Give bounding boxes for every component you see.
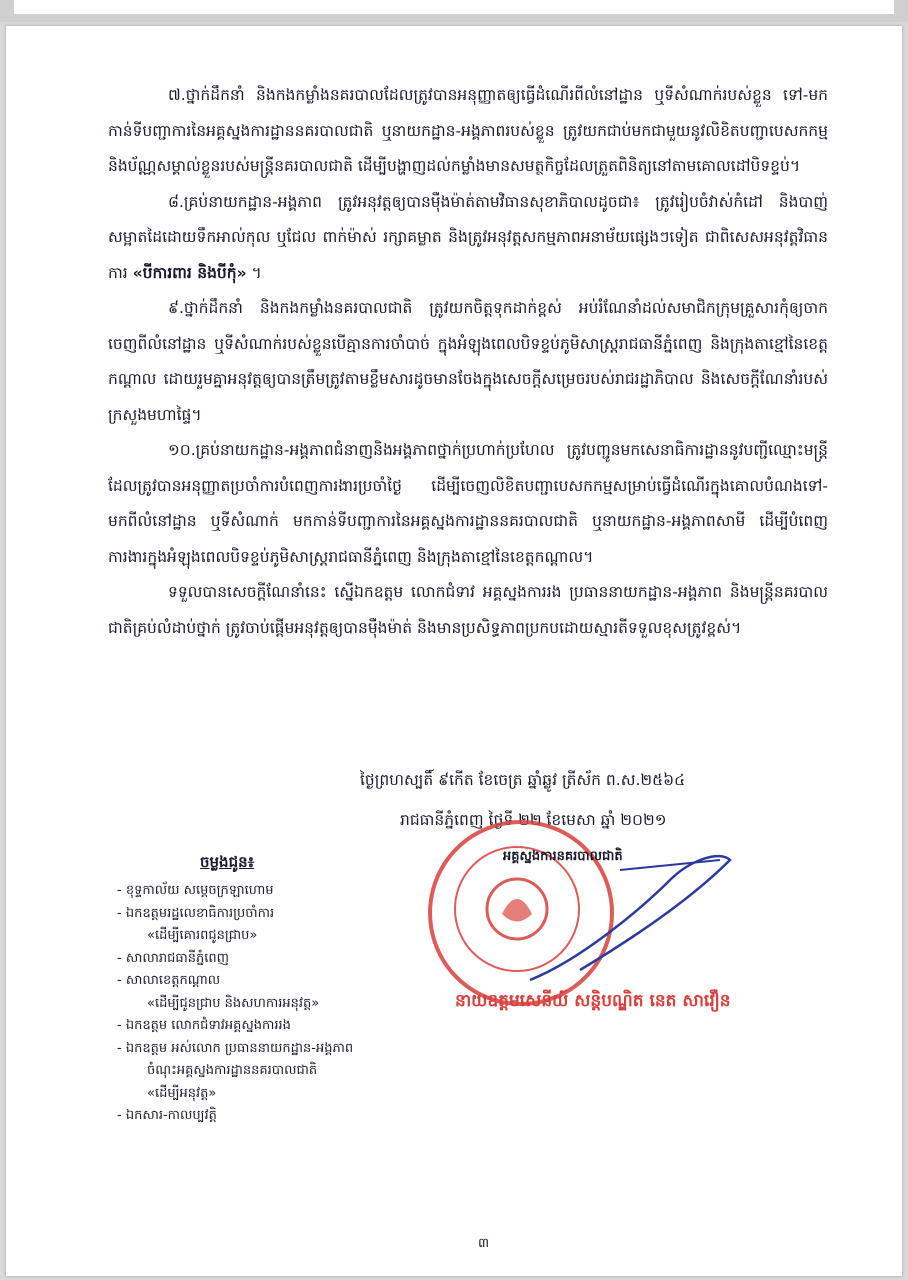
cc-item: - ខុទ្ទកាល័យ សម្ដេចក្រឡាហោម (117, 883, 274, 898)
paragraph-10: ១០.គ្រប់នាយកដ្ឋាន-អង្គភាពជំនាញនិងអង្គភាពថ្នាក់ប្រហាក់ប្រហែល ត្រូវបញ្ជូនមកសេនាធិការដ្ឋាននូវបញ្ជីឈ្មោះមន្ត្រីដែលត្រូវបានអនុញ្ញាតប្រចាំការបំពេញការងារប្រចាំថ្ងៃ ដើម្បីចេញលិខិតបញ្ជាបេសកកម្មសម្រាប់ធ្វើដំណើរក្នុងគោលបំណងទៅ-មកពីលំនៅដ្ឋាន ឬទីសំណាក់ មកកាន់ទីបញ្ជាការនៃអគ្គស្នងការដ្ឋាននគរបាលជាតិ ឬនាយកដ្ឋាន-អង្គភាពសាមី ដើម្បីបំពេញការងារក្នុងអំឡុងពេលបិទខ្ទប់ភូមិសាស្ត្ររាជធានីភ្នំពេញ និងក្រុងតាខ្មៅនៃខេត្តកណ្ដាល។ (108, 441, 828, 566)
page-number: ៣ (478, 1236, 490, 1251)
cc-title: ចម្លងជូន៖ (200, 853, 255, 871)
closing-paragraph: ទទួលបានសេចក្ដីណែនាំនេះ ស្នើឯកឧត្តម លោកជំទាវ អគ្គស្នងការរង ប្រធាននាយកដ្ឋាន-អង្គភាព និងមន្ត្រីនគរបាលជាតិគ្រប់លំដាប់ថ្នាក់ ត្រូវចាប់ផ្ដើមអនុវត្តឲ្យបានម៉ឺងម៉ាត់ និងមានប្រសិទ្ធភាពប្រកបដោយស្មារតីទទួលខុសត្រូវខ្ពស់។ (108, 583, 828, 637)
paragraph-8 (108, 185, 828, 292)
top-band (0, 0, 908, 22)
cc-item: «ដើម្បីគោរពជូនជ្រាប» (147, 928, 258, 943)
paragraph-7: ៧.ថ្នាក់ដឹកនាំ និងកងកម្លាំងនគរបាលដែលត្រូវបានអនុញ្ញាតឲ្យធ្វើដំណើរពីលំនៅដ្ឋាន ឬទីសំណាក់របស់ខ្លួន ទៅ-មកកាន់ទីបញ្ជាការនៃអគ្គស្នងការដ្ឋាននគរបាលជាតិ ឬនាយកដ្ឋាន-អង្គភាពរបស់ខ្លួន ត្រូវយកជាប់មកជាមួយនូវលិខិតបញ្ជាបេសកកម្ម និងប័ណ្ណសម្គាល់ខ្លួនរបស់មន្ត្រីនគរបាលជាតិ ដើម្បីបង្ហាញដល់កម្លាំងមានសមត្ថកិច្ចដែលត្រួតពិនិត្យនៅតាមគោលដៅបិទខ្ទប់។ (108, 86, 828, 175)
paragraph-8-text: ៨.គ្រប់នាយកដ្ឋាន-អង្គភាព ត្រូវអនុវត្តឲ្យបានម៉ឺងម៉ាត់តាមវិធានសុខាភិបាលដូចជា៖ ត្រូវរៀបចំវាស់កំដៅ និងបាញ់សម្អាតដៃដោយទឹកអាល់កុល ឬជែល ពាក់ម៉ាស់ រក្សាគម្លាត និងត្រូវអនុវត្តសកម្មភាពអនាម័យផ្សេងៗទៀត ជាពិសេសអនុវត្តវិធានការ (108, 192, 828, 282)
previous-page-edge (14, 0, 894, 14)
cc-item: - សាលាខេត្តកណ្ដាល (117, 973, 221, 988)
paragraph-8-bold: «បីការពារ និងបីកុំ» (132, 263, 247, 282)
cc-item: - ឯកឧត្តម អស់លោក ប្រធាននាយកដ្ឋាន-អង្គភាព (117, 1040, 354, 1056)
signer-title: អគ្គស្នងការនគរបាលជាតិ (503, 849, 623, 864)
cc-item: - ឯកសារ-កាលប្បវត្តិ (117, 1108, 217, 1123)
cc-item: ចំណុះអគ្គស្នងការដ្ឋាននគរបាលជាតិ (147, 1063, 318, 1078)
solar-date: រាជធានីភ្នំពេញ ថ្ងៃទី ២២ ខែមេសា ឆ្នាំ ២០២១ (400, 811, 667, 829)
cc-list (117, 880, 447, 1128)
signer-name: នាយឧត្តមសេនីយ៍ សន្តិបណ្ឌិត នេត សាវឿន (455, 991, 731, 1011)
signature-icon (520, 840, 740, 990)
cc-item: - ឯកឧត្តមរដ្ឋលេខាធិការប្រចាំការ (117, 905, 275, 921)
cc-item: - ឯកឧត្តម លោកជំទាវអគ្គស្នងការរង (117, 1018, 291, 1033)
cc-item: «ដើម្បីជូនជ្រាប និងសហការអនុវត្ត» (147, 995, 320, 1011)
lunar-date: ថ្ងៃព្រហស្បតិ៍ ៩កើត ខែចេត្រ ឆ្នាំឆ្លូវ ត្រីស័ក ព.ស.២៥៦៤ (360, 771, 686, 789)
paragraph-9: ៩.ថ្នាក់ដឹកនាំ និងកងកម្លាំងនគរបាលជាតិ ត្រូវយកចិត្តទុកដាក់ខ្ពស់ អប់រំណែនាំដល់សមាជិកក្រុមគ្រួសារកុំឲ្យចាកចេញពីលំនៅដ្ឋាន ឬទីសំណាក់របស់ខ្លួនបើគ្មានការចាំបាច់ ក្នុងអំឡុងពេលបិទខ្ទប់ភូមិសាស្ត្ររាជធានីភ្នំពេញ និងក្រុងតាខ្មៅនៃខេត្តកណ្ដាល ដោយរួមគ្នាអនុវត្តឲ្យបានត្រឹមត្រូវតាមខ្លឹមសារដូចមានចែងក្នុងសេចក្ដីសម្រេចរបស់រាជរដ្ឋាភិបាល និងសេចក្ដីណែនាំរបស់ក្រសួងមហាផ្ទៃ។ (108, 299, 828, 424)
cc-item: - សាលារាជធានីភ្នំពេញ (117, 950, 229, 966)
paragraph-8-tail: ។ (246, 263, 262, 282)
cc-item: «ដើម្បីអនុវត្ត» (147, 1085, 217, 1101)
body-text (108, 78, 828, 646)
